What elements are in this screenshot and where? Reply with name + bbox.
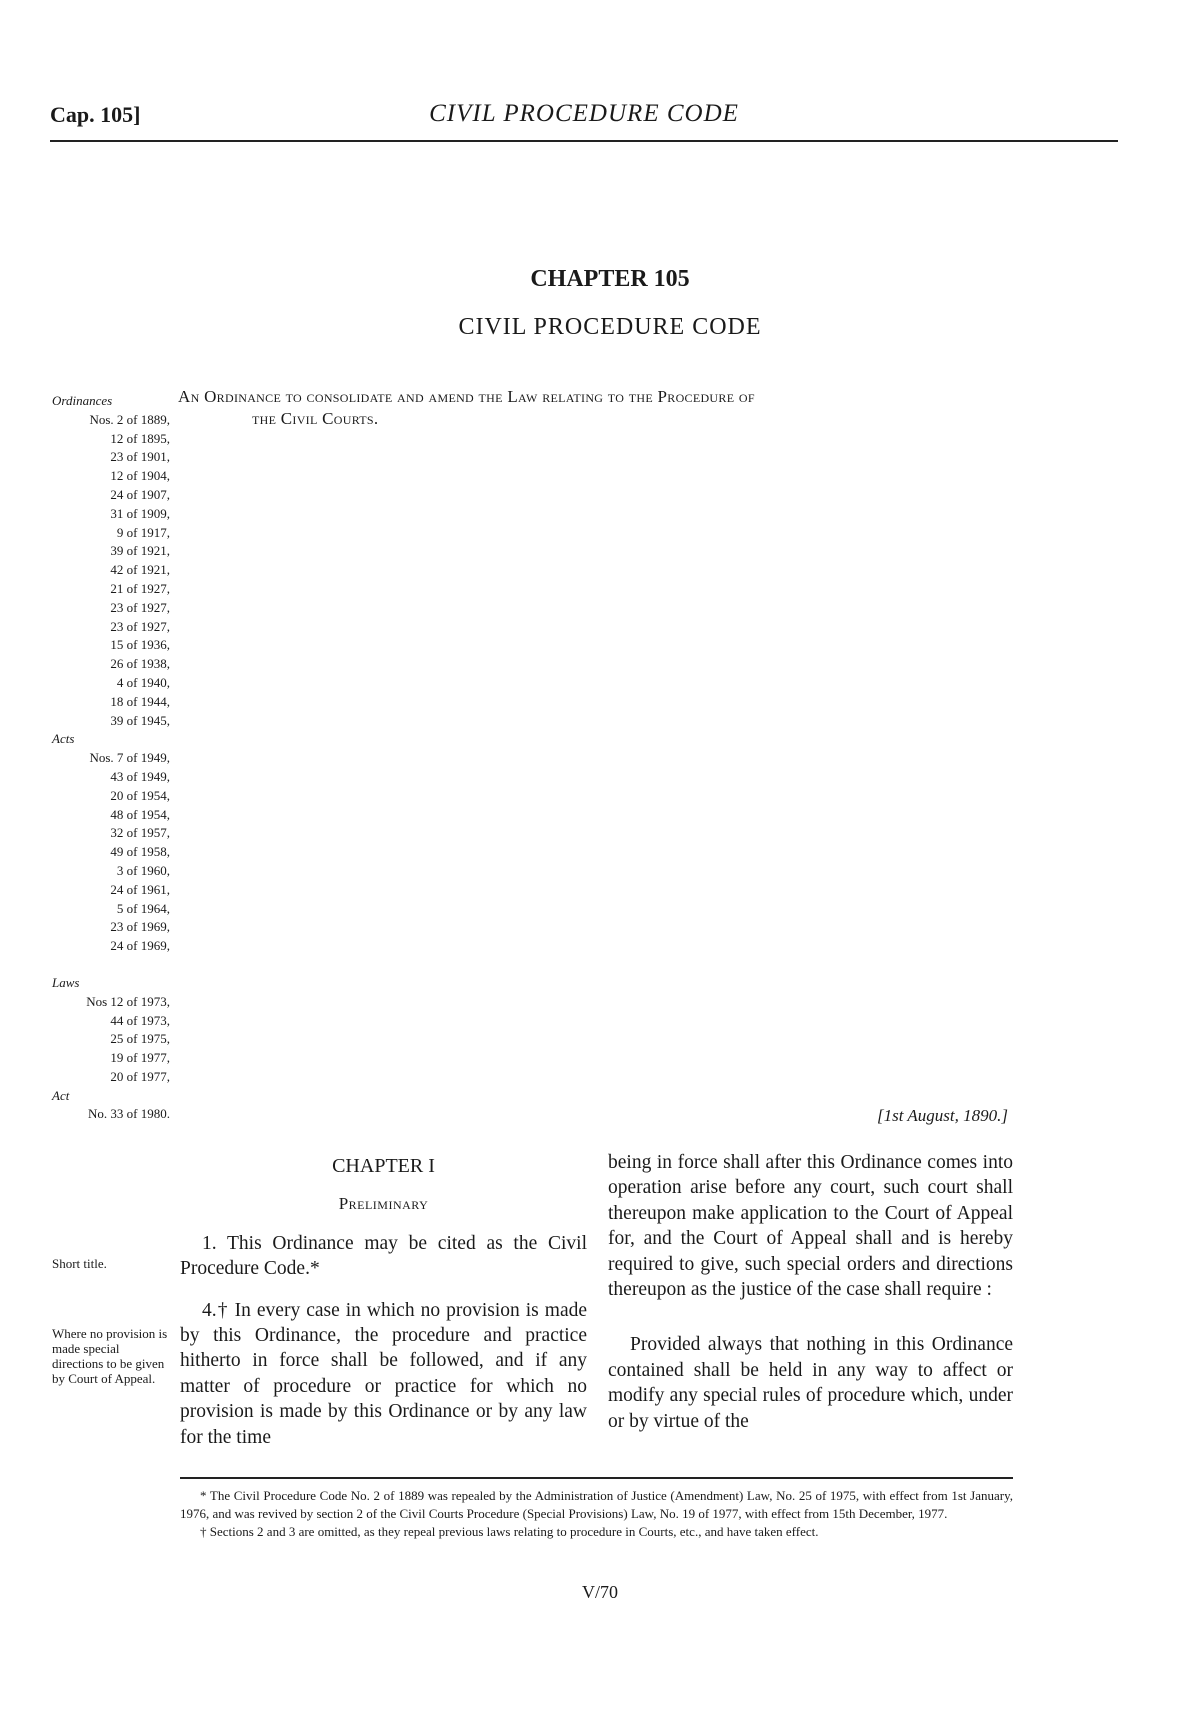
chapter-i-subheading: Preliminary xyxy=(338,1194,429,1214)
enactment-item: No. 33 of 1980. xyxy=(88,1106,170,1122)
body-column-right xyxy=(608,1150,1013,1450)
enactment-item: 44 of 1973, xyxy=(110,1012,170,1028)
enactment-item: 24 of 1961, xyxy=(110,881,170,897)
chapter-number: CHAPTER 105 xyxy=(530,266,690,292)
long-title xyxy=(178,386,1028,430)
enactment-item: 23 of 1901, xyxy=(110,449,170,465)
enactment-group-label: Acts xyxy=(52,731,75,747)
enactment-item: 12 of 1904, xyxy=(110,468,170,484)
enactment-item: 39 of 1945, xyxy=(110,712,170,728)
list-spacer xyxy=(52,956,170,974)
enactment-item: 3 of 1960, xyxy=(116,862,170,878)
page-folio: V/70 xyxy=(582,1582,618,1602)
running-head-chapter-ref: Cap. 105] xyxy=(50,102,141,127)
margin-note-short-title: Short title. xyxy=(52,1256,107,1271)
enactment-group-label: Act xyxy=(52,1087,70,1103)
section-4: 4.† In every case in which no provision is made by this Ordinance, the procedure and practice hitherto in force shall be followed, and if any matter of procedure or practice for which no provision is made by this Ordinance or by any law for the time xyxy=(180,1299,587,1448)
enactment-item: 32 of 1957, xyxy=(110,825,170,841)
enactment-item: 23 of 1927, xyxy=(110,618,170,634)
enactment-item: 18 of 1944, xyxy=(110,693,170,709)
enactment-item: 20 of 1954, xyxy=(110,787,170,803)
enactment-item: 42 of 1921, xyxy=(110,562,170,578)
enactment-item: 9 of 1917, xyxy=(116,524,170,540)
enactment-item: 24 of 1907, xyxy=(110,486,170,502)
enactment-item: 19 of 1977, xyxy=(110,1050,170,1066)
enactment-history-list xyxy=(52,392,170,1124)
enactment-item: 20 of 1977, xyxy=(110,1068,170,1084)
long-title-line-2: the Civil Courts. xyxy=(252,409,379,428)
footnote-1: * The Civil Procedure Code No. 2 of 1889 was repealed by the Administration of Justice (Amendment) Law, No. 25 of 1975, with effect from 1st January, 1976, and was revived by section 2 of the Civil Courts Procedure (Special Provisions) Law, No. 19 of 1977, with effect from 15th December, 1977. xyxy=(180,1488,1013,1521)
enactment-group-label: Laws xyxy=(52,974,80,990)
commencement-date-text: [1st August, 1890.] xyxy=(877,1106,1008,1125)
enactment-item: 15 of 1936, xyxy=(110,637,170,653)
enactment-item: 48 of 1954, xyxy=(110,806,170,822)
enactment-item: 25 of 1975, xyxy=(110,1031,170,1047)
enactment-item: 12 of 1895, xyxy=(110,430,170,446)
enactment-item: Nos. 2 of 1889, xyxy=(89,411,170,427)
section-1: 1. This Ordinance may be cited as the Civil Procedure Code.* xyxy=(180,1232,587,1280)
footnotes xyxy=(180,1477,1013,1541)
enactment-item: 23 of 1927, xyxy=(110,599,170,615)
enactment-item: 5 of 1964, xyxy=(116,900,170,916)
enactment-item: 39 of 1921, xyxy=(110,543,170,559)
running-head xyxy=(50,98,1118,142)
enactment-group-label: Ordinances xyxy=(52,393,113,408)
enactment-item: 49 of 1958, xyxy=(110,844,170,860)
chapter-i-heading: CHAPTER I xyxy=(332,1155,435,1177)
chapter-title: CIVIL PROCEDURE CODE xyxy=(458,314,762,340)
enactment-item: Nos 12 of 1973, xyxy=(86,993,170,1009)
enactment-item: 31 of 1909, xyxy=(110,505,170,521)
margin-note-where-no-provision: Where no provision is made special directions to be given by Court of Appeal. xyxy=(52,1326,168,1386)
commencement-date xyxy=(800,1106,1008,1126)
enactment-item: 21 of 1927, xyxy=(110,580,170,596)
footnote-2: † Sections 2 and 3 are omitted, as they repeal previous laws relating to procedure in Courts, etc., and have taken effect. xyxy=(200,1524,819,1539)
enactment-item: 26 of 1938, xyxy=(110,656,170,672)
enactment-item: 23 of 1969, xyxy=(110,919,170,935)
body-column-left xyxy=(180,1150,587,1466)
enactment-item: Nos. 7 of 1949, xyxy=(89,750,170,766)
enactment-item: 43 of 1949, xyxy=(110,768,170,784)
long-title-line-1: An Ordinance to consolidate and amend the Law relating to the Procedure of xyxy=(178,387,755,406)
section-4-continued: being in force shall after this Ordinance comes into operation arise before any court, such court shall thereupon make application to the Court of Appeal for, and the Court of Appeal shall and is hereby required to give, such special orders and directions thereupon as the justice of the case shall require : xyxy=(608,1152,1013,1301)
enactment-item: 4 of 1940, xyxy=(116,674,170,690)
enactment-item: 24 of 1969, xyxy=(110,938,170,954)
running-head-title: CIVIL PROCEDURE CODE xyxy=(429,100,739,127)
proviso: Provided always that nothing in this Ordinance contained shall be held in any way to affect or modify any special rules of procedure which, under or by virtue of the xyxy=(608,1334,1013,1432)
